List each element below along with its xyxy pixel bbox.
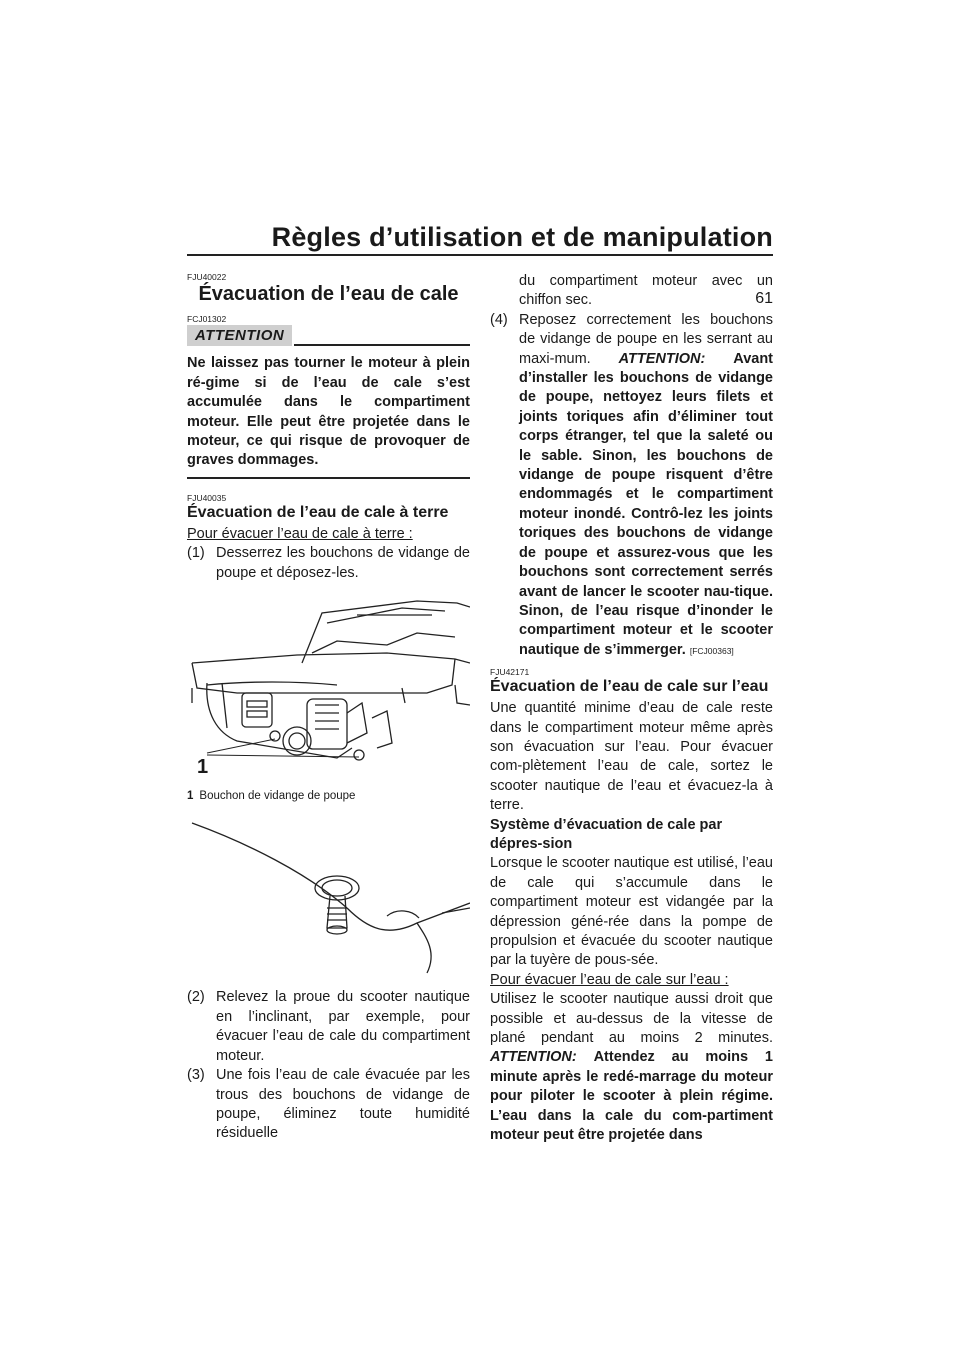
paragraph: Une quantité minime d’eau de cale reste dans le compartiment moteur même après son évacuation sur l’eau. Pour évacuer com-plètement l’eau de cale, sortez le scooter nautique de l’eau et évacuez-la à terre.	[490, 700, 773, 814]
subsection-title: Évacuation de l’eau de cale à terre	[187, 503, 449, 521]
step-4-text: Reposez correctement les bouchons de vidange de poupe en les serrant au maxi-mum.	[519, 311, 773, 367]
caption-text: Bouchon de vidange de poupe	[199, 790, 356, 803]
step-4-attention-label: ATTENTION:	[618, 350, 706, 367]
step-text: Desserrez les bouchons de vidange de poupe et déposez-les.	[216, 545, 470, 581]
page-header-title: Règles d’utilisation et de manipulation	[271, 222, 773, 252]
header-rule	[187, 254, 773, 256]
step-1	[187, 544, 470, 583]
procedure-label: Pour évacuer l’eau de cale à terre :	[187, 525, 413, 542]
paragraph: Lorsque le scooter nautique est utilisé, l’eau de cale qui s’accumule dans le compartiment moteur est vidangée par la dépression géné-rée dans la pompe de propulsion et évacuée du scooter nautique par la tuyère de pous-sée.	[490, 855, 773, 969]
procedure-label: Pour évacuer l’eau de cale sur l’eau :	[490, 971, 729, 988]
paragraph-text: Utilisez le scooter nautique aussi droit que possible et au-dessus de la vitesse de plané pendant au moins 2 minutes.	[490, 991, 773, 1047]
step-number: (2)	[187, 989, 205, 1006]
step-text: Relevez la proue du scooter nautique en l’inclinant, par exemple, pour évacuer l’eau de cale du compartiment moteur.	[216, 989, 470, 1064]
figure-caption	[187, 787, 470, 806]
figure-stern-drain-plugs	[187, 593, 470, 783]
right-column	[490, 272, 773, 1145]
step-text	[519, 311, 773, 661]
section-code: FJU40022	[187, 272, 227, 282]
subsection-title: Évacuation de l’eau de cale sur l’eau	[490, 678, 769, 696]
subsection-code: FJU42171	[490, 667, 530, 678]
step-number: (3)	[187, 1067, 205, 1084]
drain-plug-detail-illustration	[187, 818, 470, 978]
attention-label: ATTENTION:	[490, 1049, 577, 1066]
attention-rule	[294, 344, 470, 346]
caption-number: 1	[187, 790, 194, 803]
attention-bottom-rule	[187, 477, 470, 479]
step-4	[490, 311, 773, 661]
figure-callout-number: 1	[197, 756, 209, 779]
step-3	[187, 1066, 470, 1144]
section-title: Évacuation de l’eau de cale	[198, 283, 459, 305]
step-2	[187, 988, 470, 1066]
step-text: Une fois l’eau de cale évacuée par les trous des bouchons de vidange de poupe, éliminez toute humidité résiduelle	[216, 1067, 470, 1142]
stern-drain-plug-illustration	[187, 593, 470, 763]
step-text: du compartiment moteur avec un chiffon sec.	[519, 273, 773, 309]
step-4-attention-text: Avant d’installer les bouchons de vidange de poupe, nettoyez leurs filets et joints toriques afin d’éliminer tout corps étranger, tel que la saleté ou le sable. Sinon, les bouchons de vidange de poupe risquent d’être endommagés et le compartiment moteur inondé. Contrô-lez les joints toriques des bouchons de vidange de poupe et assurez-vous que les bouchons sont correctement serrés avant de lancer le scooter nau-tique. Sinon, de l’eau risque d’inonder le compartiment moteur et le scooter nautique de s’immerger.	[519, 350, 774, 658]
attention-header	[187, 325, 470, 346]
attention-text: Ne laissez pas tourner le moteur à plein ré-gime si de l’eau de cale s’est accumulée dans le compartiment moteur. Elle peut être projetée dans le moteur, ce qui risque de provoquer de graves dommages.	[187, 355, 470, 469]
attention-text: Attendez au moins 1 minute après le redé-marrage du moteur pour piloter le scooter à plein régime. L’eau dans la cale du com-partiment moteur peut être projetée dans	[490, 1049, 773, 1144]
attention-label: ATTENTION	[187, 325, 292, 346]
step-4-code: [FCJ00363]	[689, 645, 734, 656]
system-title: Système d’évacuation de cale par dépres-sion	[490, 816, 723, 852]
step-3-continued	[490, 272, 773, 311]
attention-code: FCJ01302	[187, 314, 227, 324]
left-column	[187, 272, 470, 1144]
figure-drain-plug-detail	[187, 818, 470, 978]
step-number: (4)	[490, 311, 508, 328]
step-number: (1)	[187, 545, 205, 562]
subsection-code: FJU40035	[187, 492, 227, 503]
paragraph	[490, 990, 773, 1145]
page-number: 61	[755, 290, 773, 307]
